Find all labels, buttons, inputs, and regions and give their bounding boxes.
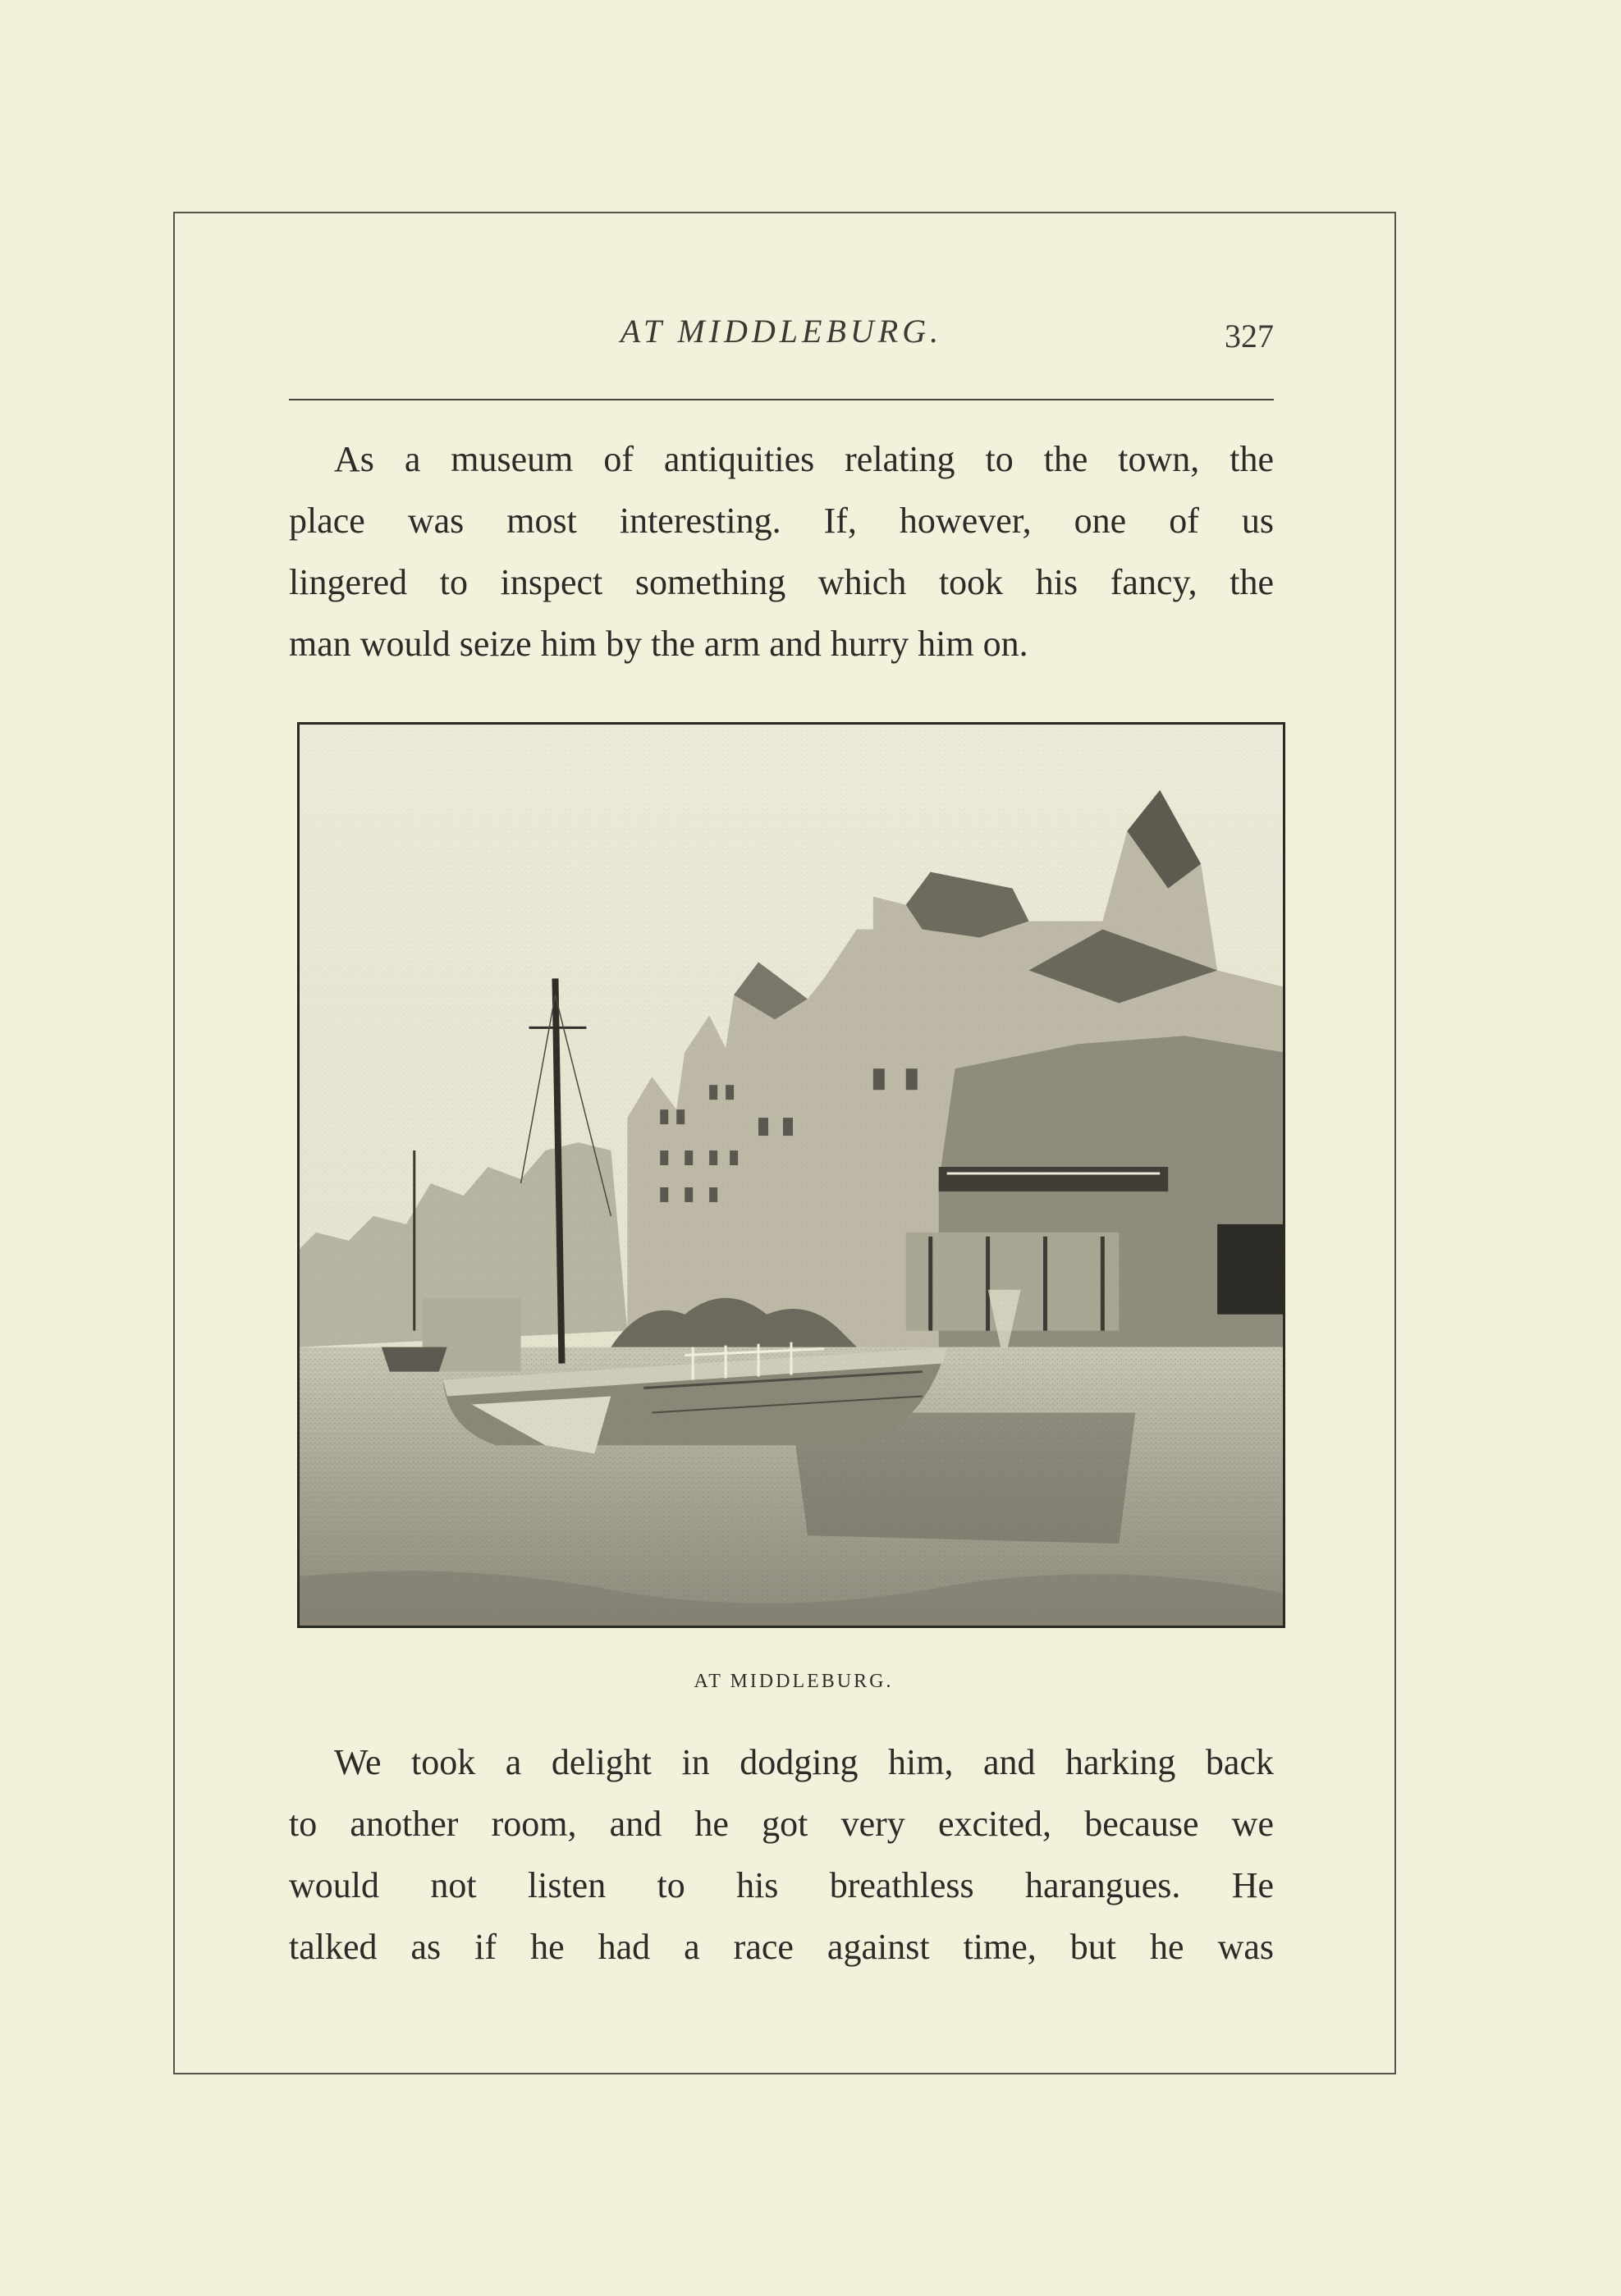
paragraph-1-line: lingered to inspect something which took his fancy, the (289, 562, 1274, 602)
canal-scene-illustration (300, 725, 1283, 1626)
running-title: AT MIDDLEBURG. (620, 313, 943, 350)
header-rule (289, 399, 1274, 400)
paragraph-1 (289, 428, 1274, 675)
paragraph-2-line: would not listen to his breathless harangues. He (289, 1865, 1274, 1905)
paragraph-2-line: We took a delight in dodging him, and harking back (334, 1742, 1274, 1782)
paragraph-2-line: to another room, and he got very excited, because we (289, 1804, 1274, 1844)
paragraph-1-line: As a museum of antiquities relating to the town, the (334, 439, 1274, 479)
illustration-caption: AT MIDDLEBURG. (694, 1671, 894, 1692)
page-number: 327 (1225, 318, 1274, 354)
running-head (289, 312, 1274, 361)
paragraph-1-line: place was most interesting. If, however, one of us (289, 501, 1274, 541)
canal-photograph (297, 722, 1285, 1628)
paragraph-2 (289, 1731, 1274, 1978)
paragraph-1-line: man would seize him by the arm and hurry him on. (289, 624, 1028, 664)
paragraph-2-line: talked as if he had a race against time, but he was (289, 1927, 1274, 1967)
